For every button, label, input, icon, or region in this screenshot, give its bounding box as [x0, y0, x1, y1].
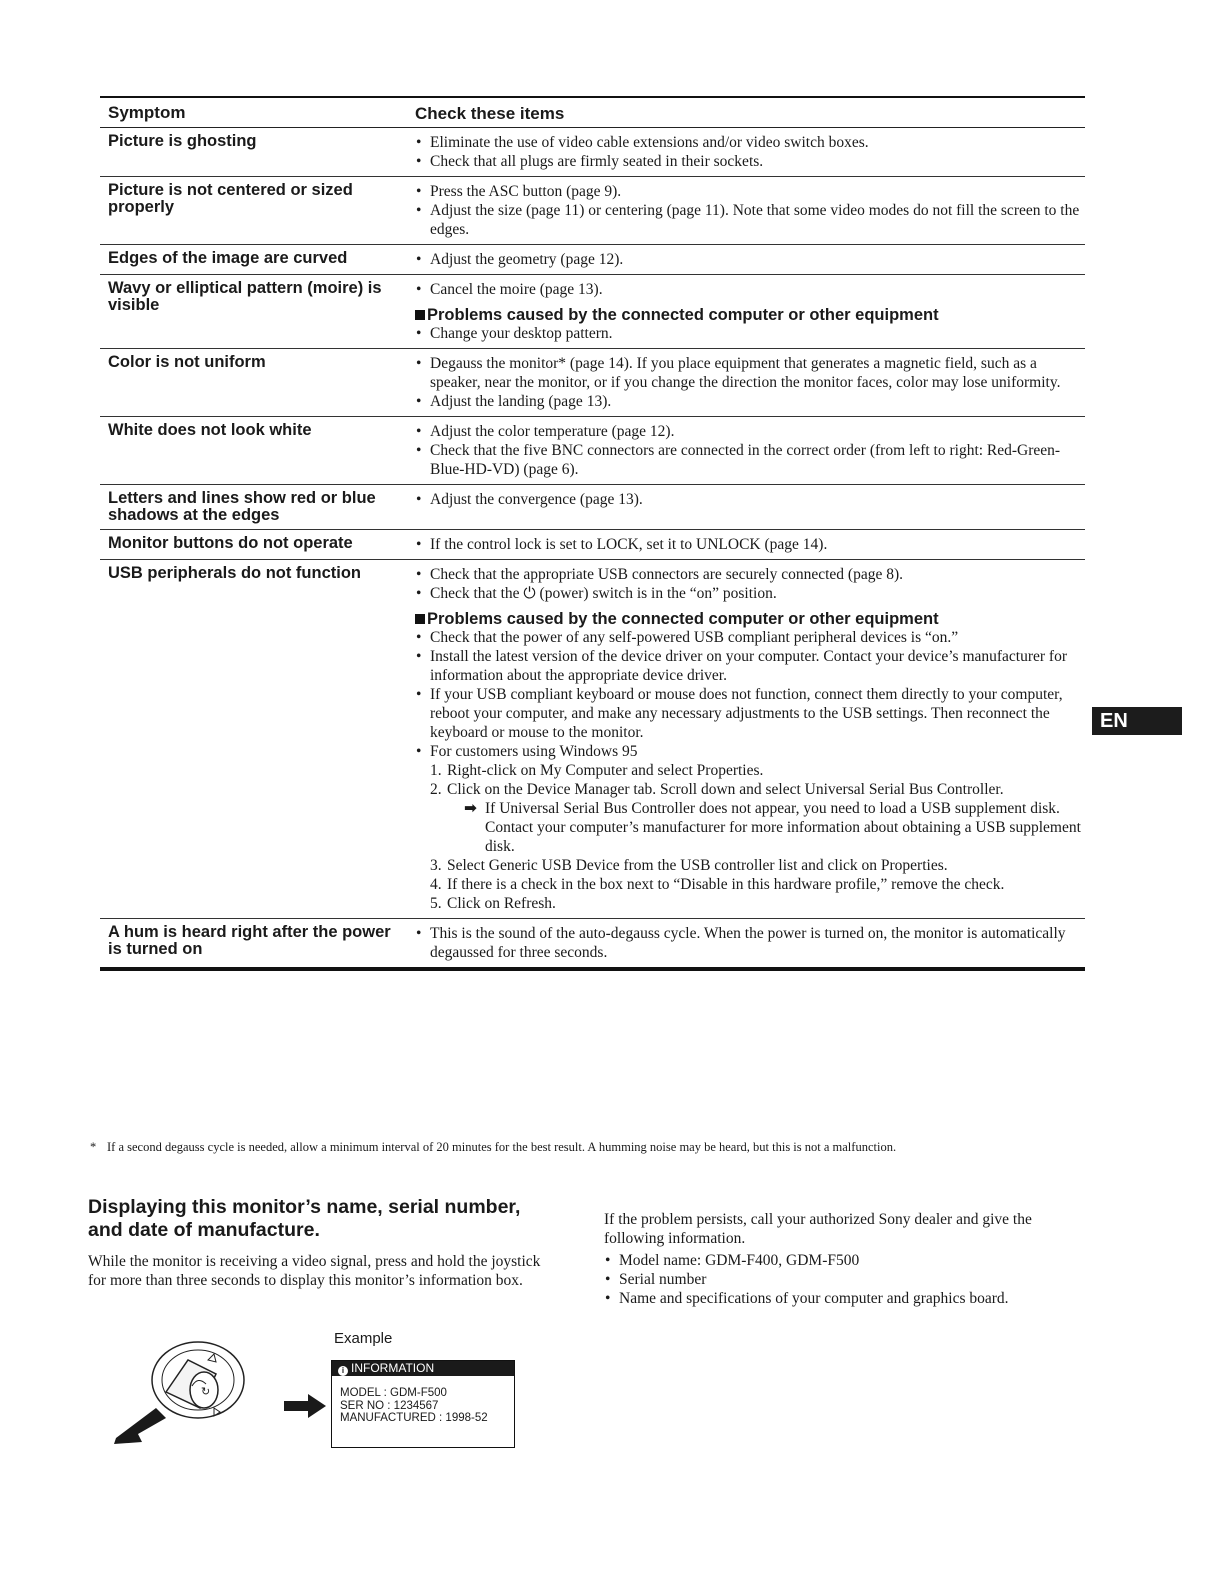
check-item: • This is the sound of the auto-degauss cycle. When the power is turned on, the monitor is automatically degaussed for three seconds. — [415, 924, 1085, 962]
check-cell — [405, 924, 1085, 962]
table-row — [100, 349, 1085, 417]
manufactured-line: MANUFACTURED : 1998-52 — [340, 1412, 488, 1424]
model-line: MODEL : GDM-F500 — [340, 1387, 447, 1399]
troubleshooting-table — [100, 96, 1085, 971]
check-item: • Cancel the moire (page 13). — [415, 280, 1085, 299]
check-cell — [405, 490, 1085, 524]
check-item: • Check that the ⏻ (power) switch is in the “on” position. — [415, 584, 1085, 603]
symptom-cell: White does not look white — [108, 421, 312, 439]
arrow-right-icon — [282, 1393, 328, 1419]
table-row — [100, 560, 1085, 919]
list-item: 2. Click on the Device Manager tab. Scroll down and select Universal Serial Bus Controller. ➡ If Universal Serial Bus Controller does not appear, you need to load a USB supplement disk. Contact your computer’s manufacturer for more information about obtaining a USB supplement disk. — [430, 780, 1085, 856]
check-item: • Adjust the size (page 11) or centering (page 11). Note that some video modes do not fill the screen to the edges. — [415, 201, 1085, 239]
check-cell — [405, 535, 1085, 554]
serial-line: SER NO : 1234567 — [340, 1399, 439, 1412]
persist-section — [604, 1210, 1074, 1308]
symptom-cell: A hum is heard right after the power is turned on — [108, 923, 391, 958]
sub-heading: Problems caused by the connected computer or other equipment — [415, 306, 1085, 324]
table-row — [100, 275, 1085, 349]
symptom-cell: USB peripherals do not function — [108, 564, 362, 582]
check-cell — [405, 250, 1085, 269]
persist-item: • Name and specifications of your computer and graphics board. — [604, 1289, 1074, 1308]
check-item: • Press the ASC button (page 9). — [415, 182, 1085, 201]
sub-heading: Problems caused by the connected computer or other equipment — [415, 610, 1085, 628]
footnote — [90, 1140, 1080, 1155]
check-item: • Eliminate the use of video cable extensions and/or video switch boxes. — [415, 133, 1085, 152]
symptom-cell: Letters and lines show red or blue shadows at the edges — [108, 489, 376, 524]
step-note: ➡ If Universal Serial Bus Controller does not appear, you need to load a USB supplement disk. Contact your computer’s manufacturer for more information about obtaining a USB supplement disk. — [464, 799, 1081, 855]
symptom-cell: Monitor buttons do not operate — [108, 534, 353, 552]
table-row — [100, 245, 1085, 275]
persist-item: • Serial number — [604, 1270, 1074, 1289]
list-item: 5. Click on Refresh. — [430, 895, 556, 912]
persist-item: • Model name: GDM-F400, GDM-F500 — [604, 1251, 1074, 1270]
check-item: • Check that all plugs are firmly seated in their sockets. — [415, 152, 1085, 171]
table-header — [100, 98, 1085, 128]
check-item: • Degauss the monitor* (page 14). If you place equipment that generates a magnetic field, such as a speaker, near the monitor, or if you change the direction the monitor faces, color may lose uniformity. — [415, 354, 1085, 392]
table-row — [100, 530, 1085, 560]
information-box — [331, 1360, 515, 1448]
square-bullet-icon — [415, 310, 425, 320]
check-cell — [405, 280, 1085, 343]
check-item: • If the control lock is set to LOCK, set it to UNLOCK (page 14). — [415, 535, 1085, 554]
check-cell — [405, 133, 1085, 171]
svg-text:↻: ↻ — [201, 1385, 211, 1398]
square-bullet-icon — [415, 614, 425, 624]
check-item: • Adjust the geometry (page 12). — [415, 250, 1085, 269]
language-tab: EN — [1092, 707, 1182, 735]
section-title: Displaying this monitor’s name, serial number, and date of manufacture. — [88, 1196, 521, 1241]
check-column-header: Check these items — [415, 104, 565, 123]
symptom-cell: Wavy or elliptical pattern (moire) is visible — [108, 279, 382, 314]
list-item: 4. If there is a check in the box next to “Disable in this hardware profile,” remove the check. — [430, 876, 1005, 893]
check-item: • Adjust the convergence (page 13). — [415, 490, 1085, 509]
info-icon: i — [338, 1366, 348, 1376]
symptom-cell: Picture is ghosting — [108, 132, 257, 150]
check-item: • For customers using Windows 95 — [415, 742, 1085, 761]
section-body: While the monitor is receiving a video signal, press and hold the joystick for more than three seconds to display this monitor’s information box. — [88, 1253, 541, 1289]
footnote-text: If a second degauss cycle is needed, allow a minimum interval of 20 minutes for the best result. A humming noise may be heard, but this is not a malfunction. — [107, 1140, 897, 1154]
check-item: • Check that the five BNC connectors are connected in the correct order (from left to right: Red-Green-Blue-HD-VD) (page 6). — [415, 441, 1085, 479]
symptom-cell: Edges of the image are curved — [108, 249, 348, 267]
footnote-mark: * — [90, 1140, 97, 1154]
check-item: • Change your desktop pattern. — [415, 324, 1085, 343]
table-row — [100, 177, 1085, 245]
windows95-steps — [415, 761, 1085, 913]
check-item: • Check that the power of any self-powered USB compliant peripheral devices is “on.” — [415, 628, 1085, 647]
table-row — [100, 485, 1085, 530]
symptom-cell: Picture is not centered or sized properly — [108, 181, 353, 216]
check-item: • Check that the appropriate USB connectors are securely connected (page 8). — [415, 565, 1085, 584]
list-item: 1. Right-click on My Computer and select Properties. — [430, 762, 764, 779]
joystick-illustration — [108, 1338, 258, 1448]
symptom-cell: Color is not uniform — [108, 353, 266, 371]
example-label: Example — [334, 1330, 393, 1347]
information-header: i INFORMATION — [332, 1361, 514, 1376]
check-cell — [405, 565, 1085, 913]
check-item: • Adjust the color temperature (page 12). — [415, 422, 1085, 441]
check-cell — [405, 422, 1085, 479]
check-item: • Adjust the landing (page 13). — [415, 392, 1085, 411]
arrow-right-icon: ➡ — [464, 799, 477, 817]
check-item: • If your USB compliant keyboard or mouse does not function, connect them directly to your computer, reboot your computer, and make any necessary adjustments to the USB settings. Then reconnect the keyboard or mouse to the monitor. — [415, 685, 1085, 742]
information-lines — [332, 1376, 514, 1425]
table-row — [100, 128, 1085, 177]
check-cell — [405, 182, 1085, 239]
check-item: • Install the latest version of the device driver on your computer. Contact your device’s manufacturer for information about the appropriate device driver. — [415, 647, 1085, 685]
symptom-column-header: Symptom — [108, 103, 186, 122]
list-item: 3. Select Generic USB Device from the USB controller list and click on Properties. — [430, 857, 948, 874]
table-row — [100, 919, 1085, 967]
check-cell — [405, 354, 1085, 411]
persist-intro: If the problem persists, call your authorized Sony dealer and give the following information. — [604, 1211, 1032, 1247]
table-row — [100, 417, 1085, 485]
